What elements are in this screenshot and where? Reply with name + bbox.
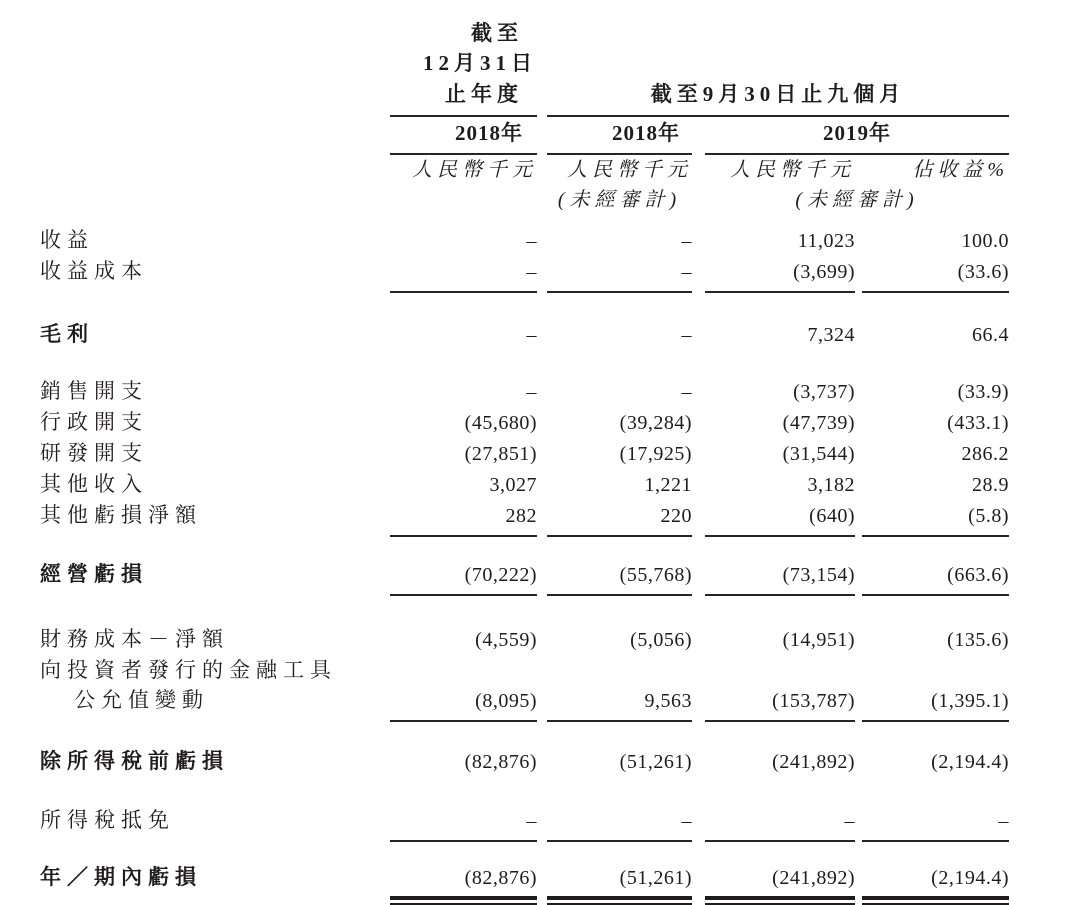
unaudited-col2: (未經審計) [557,189,682,211]
value-cell-c3: (153,787) [772,690,855,712]
row-label: 研發開支 [40,441,148,465]
value-cell-c4: 28.9 [972,474,1009,496]
row-label: 所得稅抵免 [40,808,175,832]
header-years [0,117,1080,149]
rule-cell [390,594,537,596]
header-period-annual-l1: 截至 [471,21,523,45]
rule-cell [705,840,855,842]
header-year-interim-2019: 2019年 [823,121,891,145]
value-cell-c2: 220 [660,505,692,527]
value-cell-c3: (47,739) [782,412,855,434]
value-cell-c2: – [681,810,692,832]
value-cell-c1: – [526,324,537,346]
table-row [0,655,1080,685]
rule-cell [547,840,692,842]
unit-pct-header: 佔收益% [912,159,1009,181]
value-cell-c1: (70,222) [464,564,537,586]
rule-cell [705,720,855,722]
rule-cell [390,720,537,722]
row-label: 向投資者發行的金融工具 [40,658,337,682]
table-row [0,407,1080,438]
value-cell-c1: – [526,261,537,283]
value-cell-c1: (4,559) [475,629,537,651]
value-cell-c4: (33.6) [957,261,1009,283]
unit-col2: 人民幣千元 [567,159,692,181]
rule-cell [705,535,855,537]
table-row [0,225,1080,256]
row-label: 行政開支 [40,410,148,434]
table-header [0,18,1080,215]
rule-cell [705,291,855,293]
value-cell-c2: – [681,261,692,283]
rule-cell [705,896,855,905]
value-cell-c4: (2,194.4) [931,867,1009,889]
value-cell-c3: 11,023 [797,230,855,252]
value-cell-c4: (135.6) [947,629,1009,651]
value-cell-c3: (3,699) [793,261,855,283]
value-cell-c3: (73,154) [782,564,855,586]
rule-cell [390,291,537,293]
rule-cell [390,896,537,905]
value-cell-c2: 9,563 [644,690,692,712]
header-period-interim: 截至9月30日止九個月 [650,82,906,106]
row-label: 其他虧損淨額 [40,503,202,527]
value-cell-c3: 7,324 [807,324,855,346]
rule-cell [547,535,692,537]
rule-cell [390,840,537,842]
header-line-2 [0,48,1080,78]
value-cell-c4: (433.1) [947,412,1009,434]
value-cell-c1: – [526,810,537,832]
rule-cell [862,720,1009,722]
rule-cell [862,291,1009,293]
table-body [0,225,1080,905]
rule-cell [547,594,692,596]
row-rule [0,594,1080,596]
header-line-3 [0,78,1080,111]
value-cell-c1: 3,027 [489,474,537,496]
table-row [0,438,1080,469]
value-cell-c3: (241,892) [772,867,855,889]
rule-cell [862,840,1009,842]
header-units [0,155,1080,185]
value-cell-c4: (2,194.4) [931,751,1009,773]
value-cell-c2: – [681,230,692,252]
value-cell-c1: – [526,230,537,252]
rule-cell [390,535,537,537]
value-cell-c2: – [681,324,692,346]
row-label: 公允值變動 [74,688,209,712]
header-line-1 [0,18,1080,48]
value-cell-c3: 3,182 [807,474,855,496]
row-label: 收益成本 [40,259,148,283]
value-cell-c1: (27,851) [464,443,537,465]
table-row [0,559,1080,590]
value-cell-c2: (55,768) [619,564,692,586]
row-label: 財務成本－淨額 [40,627,229,651]
rule-cell [390,115,537,117]
total-double-rule [0,896,1080,905]
header-period-annual-l2: 12月31日 [423,51,537,75]
header-year-annual-2018: 2018年 [455,121,523,145]
value-cell-c4: – [998,810,1009,832]
row-label: 經營虧損 [40,562,148,586]
unaudited-col34: (未經審計) [795,189,919,211]
value-cell-c2: (39,284) [619,412,692,434]
value-cell-c1: – [526,381,537,403]
row-label: 年／期內虧損 [40,865,202,889]
value-cell-c2: (5,056) [630,629,692,651]
table-row [0,319,1080,350]
value-cell-c4: (663.6) [947,564,1009,586]
unit-col1: 人民幣千元 [412,159,537,181]
table-row [0,746,1080,777]
value-cell-c3: (14,951) [782,629,855,651]
table-row [0,256,1080,287]
unit-col3: 人民幣千元 [730,159,855,181]
value-cell-c2: 1,221 [644,474,692,496]
row-rule [0,535,1080,537]
value-cell-c2: (51,261) [619,751,692,773]
rule-cell [862,896,1009,905]
value-cell-c3: (640) [809,505,855,527]
value-cell-c1: (82,876) [464,751,537,773]
value-cell-c3: (31,544) [782,443,855,465]
value-cell-c4: (33.9) [957,381,1009,403]
value-cell-c1: 282 [505,505,537,527]
header-period-annual-l3: 止年度 [445,82,523,106]
value-cell-c4: 100.0 [961,230,1009,252]
value-cell-c4: (5.8) [968,505,1009,527]
row-label: 其他收入 [40,472,148,496]
value-cell-c3: (241,892) [772,751,855,773]
rule-cell [862,594,1009,596]
row-rule [0,720,1080,722]
value-cell-c3: (3,737) [793,381,855,403]
row-label: 毛利 [40,322,94,346]
rule-cell [547,720,692,722]
table-row [0,376,1080,407]
value-cell-c2: – [681,381,692,403]
rule-cell [862,535,1009,537]
value-cell-c2: (51,261) [619,867,692,889]
header-unaudited [0,185,1080,215]
value-cell-c4: 286.2 [961,443,1009,465]
table-row [0,624,1080,655]
value-cell-c3: – [844,810,855,832]
table-row [0,862,1080,893]
value-cell-c4: (1,395.1) [931,690,1009,712]
value-cell-c1: (82,876) [464,867,537,889]
table-row [0,469,1080,500]
table-row [0,500,1080,531]
rule-cell [547,896,692,905]
rule-cell [547,291,692,293]
value-cell-c1: (8,095) [475,690,537,712]
value-cell-c2: (17,925) [619,443,692,465]
table-row [0,805,1080,836]
row-label: 除所得稅前虧損 [40,749,229,773]
row-label: 收益 [40,228,94,252]
rule-cell [705,594,855,596]
row-rule [0,840,1080,842]
row-rule [0,291,1080,293]
table-row [0,685,1080,716]
row-label: 銷售開支 [40,379,148,403]
value-cell-c1: (45,680) [464,412,537,434]
header-year-interim-2018: 2018年 [612,121,680,145]
value-cell-c4: 66.4 [972,324,1009,346]
